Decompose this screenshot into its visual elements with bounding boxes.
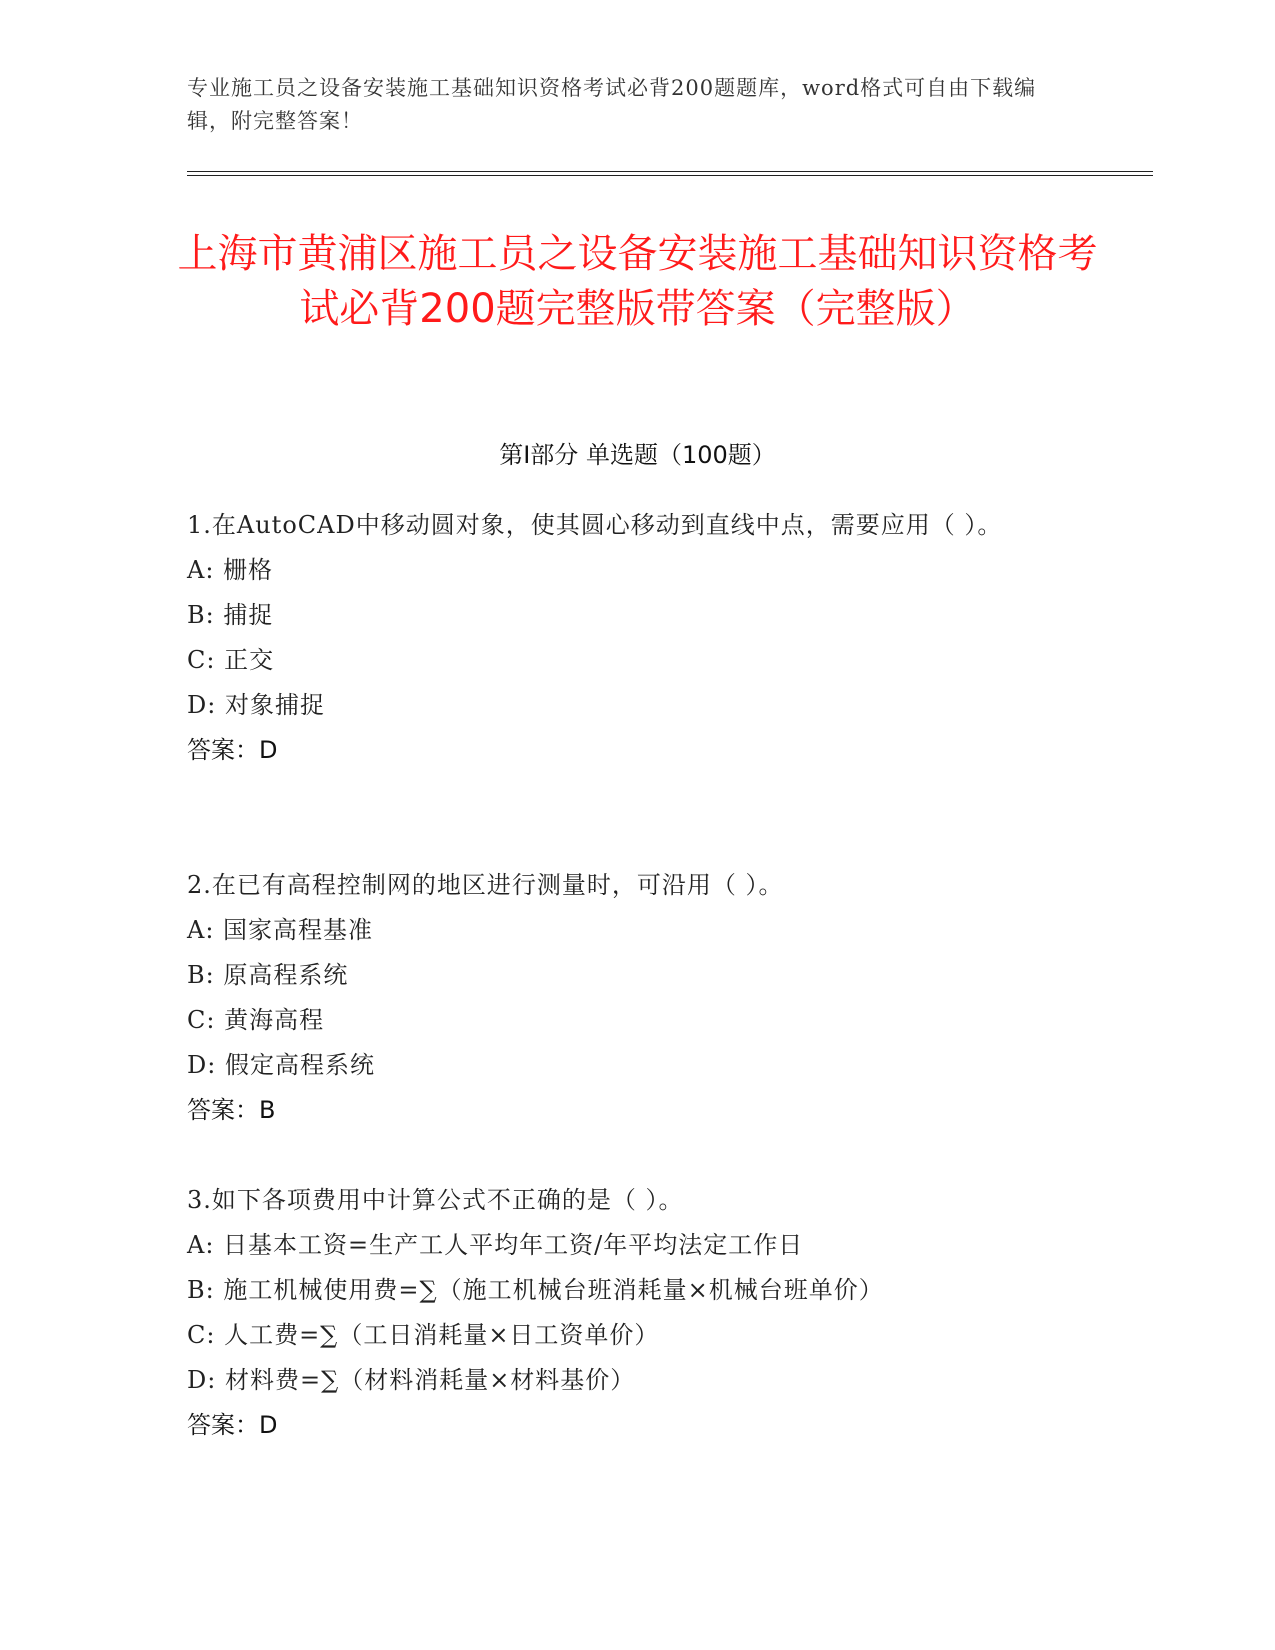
- option-a: A: 栅格: [187, 556, 274, 584]
- question-3: [187, 1178, 1067, 1448]
- question-1: [187, 503, 1067, 773]
- question-stem: 1.在AutoCAD中移动圆对象，使其圆心移动到直线中点，需要应用（ ）。: [187, 511, 1003, 539]
- option-b: B: 原高程系统: [187, 961, 349, 989]
- question-stem: 3.如下各项费用中计算公式不正确的是（ ）。: [187, 1186, 684, 1214]
- option-b: B: 施工机械使用费=∑（施工机械台班消耗量×机械台班单价）: [187, 1276, 884, 1304]
- option-c: C: 正交: [187, 646, 275, 674]
- document-title: 上海市黄浦区施工员之设备安装施工基础知识资格考试必背200题完整版带答案（完整版）: [177, 231, 1098, 332]
- option-d: D: 对象捕捉: [187, 691, 325, 719]
- question-2: [187, 863, 1067, 1133]
- header-note: 专业施工员之设备安装施工基础知识资格考试必背200题题库，word格式可自由下载编辑，附完整答案！: [187, 76, 1037, 133]
- option-a: A: 国家高程基准: [187, 916, 374, 944]
- answer: 答案：D: [187, 736, 278, 764]
- option-c: C: 人工费=∑（工日消耗量×日工资单价）: [187, 1321, 660, 1349]
- header-divider-bottom: [187, 175, 1153, 176]
- option-d: D: 假定高程系统: [187, 1051, 375, 1079]
- question-stem: 2.在已有高程控制网的地区进行测量时，可沿用（ ）。: [187, 871, 784, 899]
- option-a: A: 日基本工资=生产工人平均年工资/年平均法定工作日: [187, 1231, 804, 1259]
- answer: 答案：D: [187, 1411, 278, 1439]
- header-divider-top: [187, 171, 1153, 172]
- option-c: C: 黄海高程: [187, 1006, 325, 1034]
- option-b: B: 捕捉: [187, 601, 274, 629]
- option-d: D: 材料费=∑（材料消耗量×材料基价）: [187, 1366, 636, 1394]
- section-heading: 第I部分 单选题（100题）: [499, 441, 776, 469]
- answer: 答案：B: [187, 1096, 276, 1124]
